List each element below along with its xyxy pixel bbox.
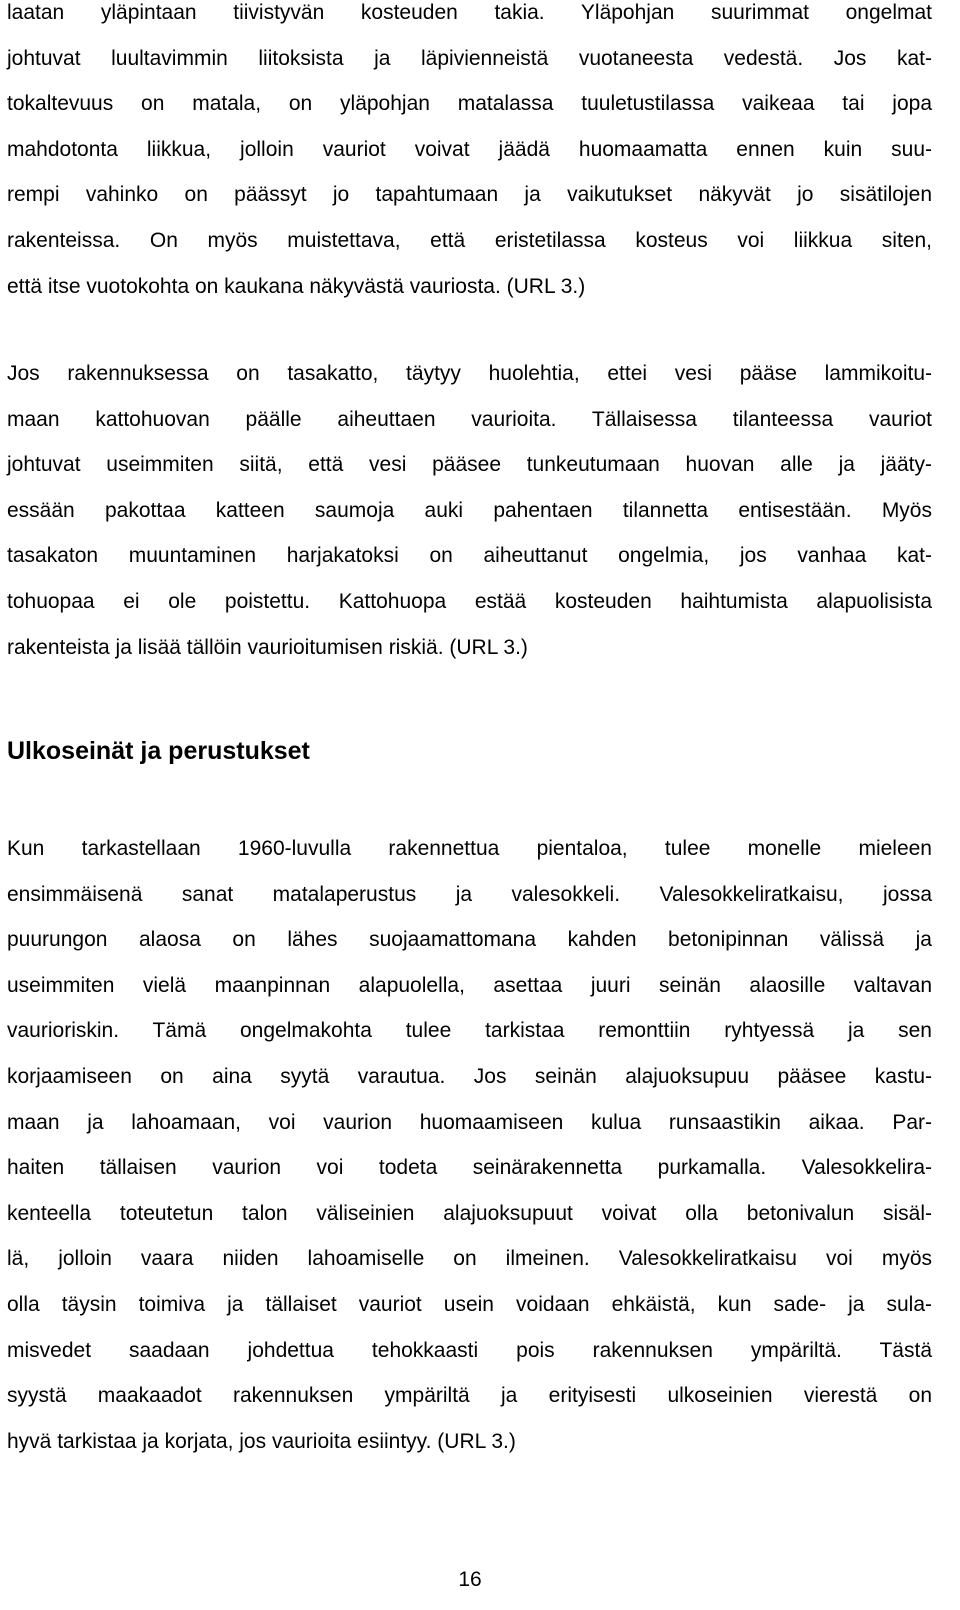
text-line: johtuvat luultavimmin liitoksista ja läpivienneistä vuotaneesta vedestä. Jos kat- <box>7 46 932 70</box>
text-line: hyvä tarkistaa ja korjata, jos vaurioita esiintyy. (URL 3.) <box>7 1429 516 1453</box>
text-line: vaurioriskin. Tämä ongelmakohta tulee tarkistaa remonttiin ryhtyessä ja sen <box>7 1019 932 1043</box>
paragraph-roof-moisture <box>7 0 932 309</box>
text-line: misvedet saadaan johdettua tehokkaasti pois rakennuksen ympäriltä. Tästä <box>7 1338 932 1362</box>
text-line: Kun tarkastellaan 1960-luvulla rakennettua pientaloa, tulee monelle mieleen <box>7 837 932 860</box>
page-number: 16 <box>458 1568 482 1591</box>
text-line: laatan yläpintaan tiivistyvän kosteuden takia. Yläpohjan suurimmat ongelmat <box>7 1 932 24</box>
paragraph-exterior-walls <box>7 826 932 1464</box>
text-line: rakenteista ja lisää tällöin vaurioitumisen riskiä. (URL 3.) <box>7 635 528 659</box>
paragraph-flat-roof <box>7 351 932 670</box>
text-line: syystä maakaadot rakennuksen ympäriltä ja erityisesti ulkoseinien vierestä on <box>7 1384 932 1408</box>
text-line: kenteella toteutetun talon väliseinien alajuoksupuut voivat olla betonivalun sisäl- <box>7 1201 932 1225</box>
text-line: rempi vahinko on päässyt jo tapahtumaan ja vaikutukset näkyvät jo sisätilojen <box>7 183 932 207</box>
text-line: tohuopaa ei ole poistettu. Kattohuopa estää kosteuden haihtumista alapuolisista <box>7 589 932 613</box>
text-line: korjaamiseen on aina syytä varautua. Jos seinän alajuoksupuu pääsee kastu- <box>7 1064 932 1088</box>
text-line: puurungon alaosa on lähes suojaamattomana kahden betonipinnan välissä ja <box>7 928 932 952</box>
text-line: lä, jolloin vaara niiden lahoamiselle on ilmeinen. Valesokkeliratkaisu voi myös <box>7 1247 932 1271</box>
text-line: maan kattohuovan päälle aiheuttaen vaurioita. Tällaisessa tilanteessa vauriot <box>7 407 932 431</box>
text-line: haiten tällaisen vaurion voi todeta seinärakennetta purkamalla. Valesokkelira- <box>7 1156 932 1180</box>
text-line: maan ja lahoamaan, voi vaurion huomaamiseen kulua runsaastikin aikaa. Par- <box>7 1110 932 1134</box>
section-heading: Ulkoseinät ja perustukset <box>7 737 310 765</box>
text-line: että itse vuotokohta on kaukana näkyvästä vauriosta. (URL 3.) <box>7 274 586 298</box>
text-line: essään pakottaa katteen saumoja auki pahentaen tilannetta entisestään. Myös <box>7 498 932 522</box>
text-line: mahdotonta liikkua, jolloin vauriot voivat jäädä huomaamatta ennen kuin suu- <box>7 137 932 161</box>
text-line: tasakaton muuntaminen harjakatoksi on aiheuttanut ongelmia, jos vanhaa kat- <box>7 544 932 568</box>
text-line: tokaltevuus on matala, on yläpohjan matalassa tuuletustilassa vaikeaa tai jopa <box>7 92 932 116</box>
text-line: Jos rakennuksessa on tasakatto, täytyy huolehtia, ettei vesi pääse lammikoitu- <box>7 362 932 385</box>
text-line: olla täysin toimiva ja tällaiset vauriot usein voidaan ehkäistä, kun sade- ja sula- <box>7 1292 932 1316</box>
text-line: johtuvat useimmiten siitä, että vesi pääsee tunkeutumaan huovan alle ja jääty- <box>7 453 932 477</box>
text-line: useimmiten vielä maanpinnan alapuolella, asettaa juuri seinän alaosille valtavan <box>7 973 932 997</box>
text-line: ensimmäisenä sanat matalaperustus ja valesokkeli. Valesokkeliratkaisu, jossa <box>7 882 932 906</box>
text-line: rakenteissa. On myös muistettava, että eristetilassa kosteus voi liikkua siten, <box>7 228 932 252</box>
